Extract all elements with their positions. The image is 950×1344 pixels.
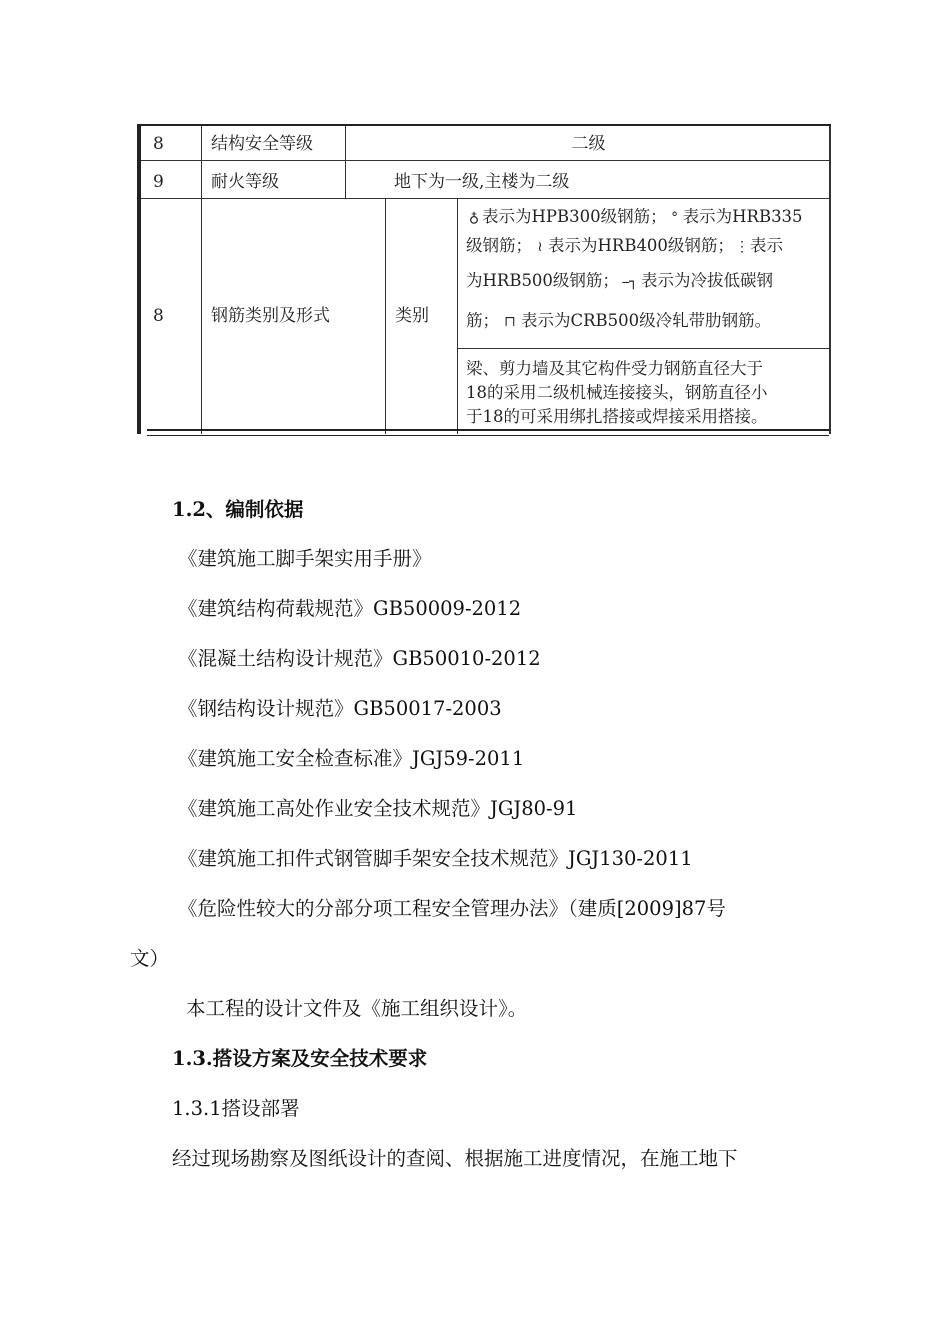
reference-item: 《钢结构设计规范》GB50017-2003 <box>178 697 502 720</box>
reference-item: 《建筑施工扣件式钢管脚手架安全技术规范》JGJ130-2011 <box>178 847 693 870</box>
col-divider <box>201 126 202 434</box>
cold-drawn-symbol-icon: ⎯┐ <box>622 274 638 290</box>
row-number: 9 <box>153 172 164 192</box>
reference-item: 《建筑结构荷载规范》GB50009-2012 <box>178 597 522 620</box>
row-label: 结构安全等级 <box>211 134 313 154</box>
row-value: 地下为一级,主楼为二级 <box>394 172 570 192</box>
subsection-heading-1-3-1: 1.3.1搭设部署 <box>172 1097 300 1120</box>
reference-item-continued: 文） <box>130 947 170 970</box>
reference-item: 《建筑施工脚手架实用手册》 <box>178 547 432 570</box>
hpb300-symbol-icon: ♁ <box>468 210 480 226</box>
row-divider <box>457 348 829 349</box>
reference-item: 《建筑施工高处作业安全技术规范》JGJ80-91 <box>178 797 578 820</box>
row-value: 二级 <box>571 134 606 154</box>
design-documents-line: 本工程的设计文件及《施工组织设计》。 <box>186 997 528 1020</box>
crb500-symbol-icon: ⊓ <box>504 314 516 330</box>
table-bottom-border <box>147 429 829 436</box>
hrb400-symbol-icon: ≀ <box>537 239 543 255</box>
row-label: 耐火等级 <box>211 172 279 192</box>
reference-item: 《危险性较大的分部分项工程安全管理办法》（建质[2009]87号 <box>178 897 726 920</box>
section-heading-1-2: 1.2、编制依据 <box>172 498 304 521</box>
reference-item: 《建筑施工安全检查标准》JGJ59-2011 <box>178 747 525 770</box>
row-divider <box>141 198 829 199</box>
rebar-symbol-description: ♁ 表示为HPB300级钢筋； ° 表示为HRB335 级钢筋； ≀ 表示为HRB400级钢筋；⋮表示 为HRB500级钢筋； ⎯┐ 表示为冷拔低碳钢 筋； ⊓ 表示为CRB500级冷轧带肋钢筋。 <box>466 203 826 336</box>
row-number: 8 <box>153 134 164 154</box>
hrb500-symbol-icon: ⋮ <box>734 239 749 255</box>
row-divider <box>141 160 829 161</box>
reference-item: 《混凝土结构设计规范》GB50010-2012 <box>178 647 541 670</box>
hrb335-symbol-icon: ° <box>671 210 679 226</box>
col-divider <box>829 126 831 434</box>
section-heading-1-3: 1.3.搭设方案及安全技术要求 <box>172 1047 428 1070</box>
row-category: 类别 <box>395 306 429 326</box>
row-number: 8 <box>153 306 164 326</box>
rebar-connection-note: 梁、剪力墙及其它构件受力钢筋直径大于 18的采用二级机械连接接头，钢筋直径小 于18的可采用绑扎搭接或焊接采用搭接。 <box>466 359 768 426</box>
specification-table <box>137 124 831 434</box>
col-divider <box>385 198 386 434</box>
col-divider <box>457 198 458 434</box>
row-label: 钢筋类别及形式 <box>211 306 330 326</box>
paragraph-text: 经过现场勘察及图纸设计的查阅、根据施工进度情况，在施工地下 <box>172 1147 738 1170</box>
